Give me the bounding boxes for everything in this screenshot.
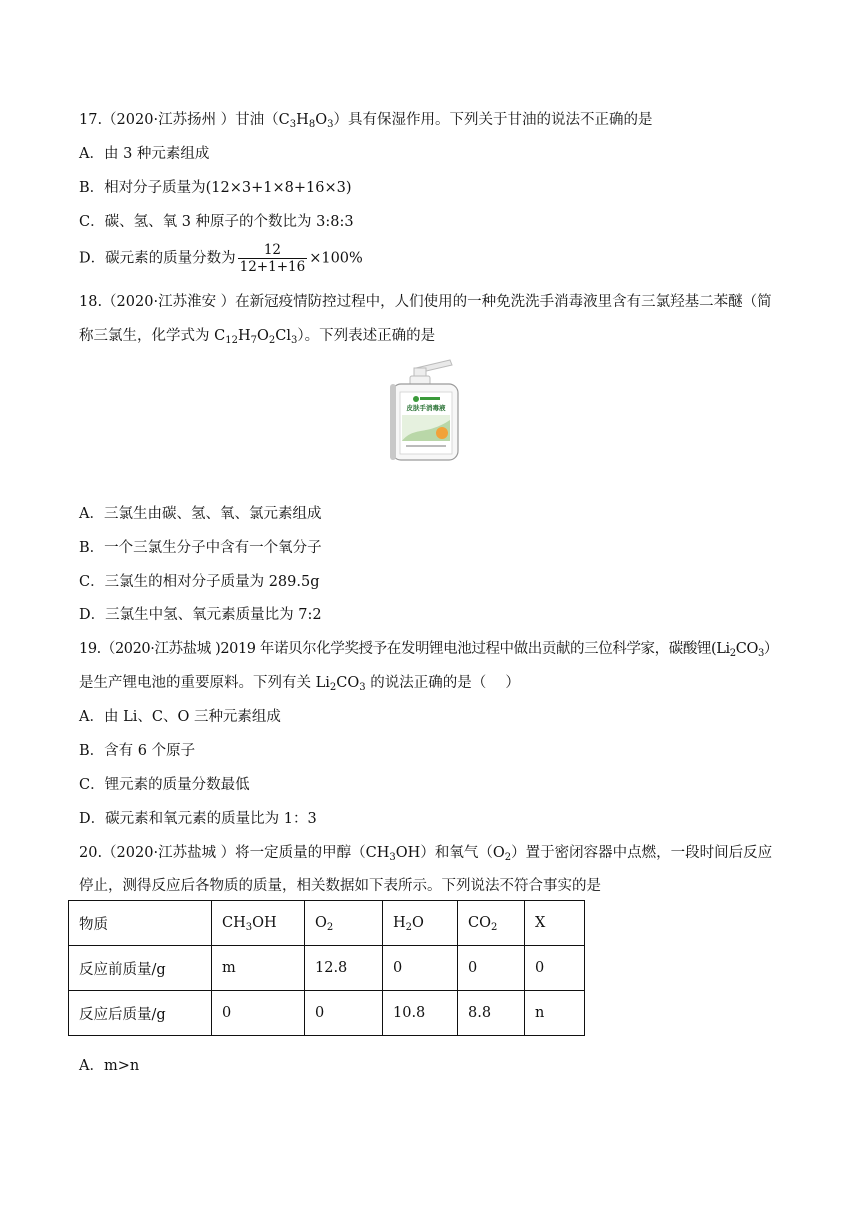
q18-option-c: C．三氯生的相对分子质量为 289.5g	[79, 574, 320, 590]
q19-stem-line1: 19.（2020·江苏盐城 )2019 年诺贝尔化学奖授予在发明锂电池过程中做出贡献的三位科学家，碳酸锂$(Li_2CO_3)$	[79, 641, 779, 659]
table-cell: 0	[525, 946, 585, 991]
q17-option-c: C．碳、氢、氧 3 种原子的个数比为 3:8:3	[79, 214, 354, 230]
q19-option-c: C．锂元素的质量分数最低	[79, 777, 250, 793]
table-cell: 8.8	[458, 991, 525, 1036]
mass-data-table	[68, 900, 585, 1036]
q17-option-a: A．由 3 种元素组成	[79, 146, 210, 162]
q17-stem: 17.（2020·江苏扬州 ）甘油$(C_3H_8O_3)$具有保湿作用。下列关于甘油的说法不正确的是	[79, 112, 653, 130]
q18-stem-line2: 称三氯生，化学式为 $C_{12}H_7O_2Cl_3$）。下列表述正确的是	[79, 328, 436, 346]
q20-option-a: A．m>n	[79, 1058, 140, 1074]
table-header-cell: X	[525, 901, 585, 946]
table-header-cell: 物质	[69, 901, 212, 946]
table-cell: 10.8	[383, 991, 458, 1036]
table-cell: 0	[458, 946, 525, 991]
q17-option-b: B．相对分子质量为(12×3+1×8+16×3)	[79, 180, 352, 196]
fraction: $\frac{12}{12+1+16}$	[239, 242, 306, 275]
table-header-cell: $CO_2$	[458, 901, 525, 946]
table-cell: 12.8	[305, 946, 383, 991]
table-header-cell: $CH_3OH$	[212, 901, 305, 946]
table-header-row	[69, 901, 585, 946]
table-cell: 0	[305, 991, 383, 1036]
q18-option-b: B．一个三氯生分子中含有一个氧分子	[79, 540, 322, 556]
q19-option-d: D．碳元素和氧元素的质量比为 1：3	[79, 811, 317, 827]
q19-option-a: A．由 Li、C、O 三种元素组成	[79, 709, 281, 725]
table-row	[69, 946, 585, 991]
q18-option-d: D．三氯生中氢、氧元素质量比为 7:2	[79, 607, 322, 623]
q19-stem-line2: 是生产锂电池的重要原料。下列有关 $Li_2CO_3$ 的说法正确的是（ ）	[79, 675, 520, 693]
table-cell: 反应前质量/g	[69, 946, 212, 991]
table-header-cell: $O_2$	[305, 901, 383, 946]
table-cell: n	[525, 991, 585, 1036]
q18-option-a: A．三氯生由碳、氢、氧、氯元素组成	[79, 506, 322, 522]
q18-stem-line1: 18.（2020·江苏淮安 ）在新冠疫情防控过程中，人们使用的一种免洗洗手消毒液里含有三氯羟基二苯醚（简	[79, 294, 772, 310]
table-cell: m	[212, 946, 305, 991]
table-cell: 0	[212, 991, 305, 1036]
q17-option-d: D．碳元素的质量分数为 $\frac{12}{12+1+16}$ ×100%	[79, 242, 363, 275]
table-cell: 反应后质量/g	[69, 991, 212, 1036]
table-header-cell: $H_2O$	[383, 901, 458, 946]
table-row	[69, 991, 585, 1036]
q20-stem-line2: 停止，测得反应后各物质的质量，相关数据如下表所示。下列说法不符合事实的是	[79, 878, 601, 894]
q19-option-b: B．含有 6 个原子	[79, 743, 196, 759]
table-cell: 0	[383, 946, 458, 991]
q20-stem-line1: 20.（2020·江苏盐城 ）将一定质量的甲醇$(CH_3OH)$和氧气$(O_2)$置于密闭容器中点燃，一段时间后反应	[79, 845, 773, 863]
svg-text:皮肤手消毒液: 皮肤手消毒液	[406, 404, 446, 412]
hand-sanitizer-bottle-image	[386, 358, 478, 462]
